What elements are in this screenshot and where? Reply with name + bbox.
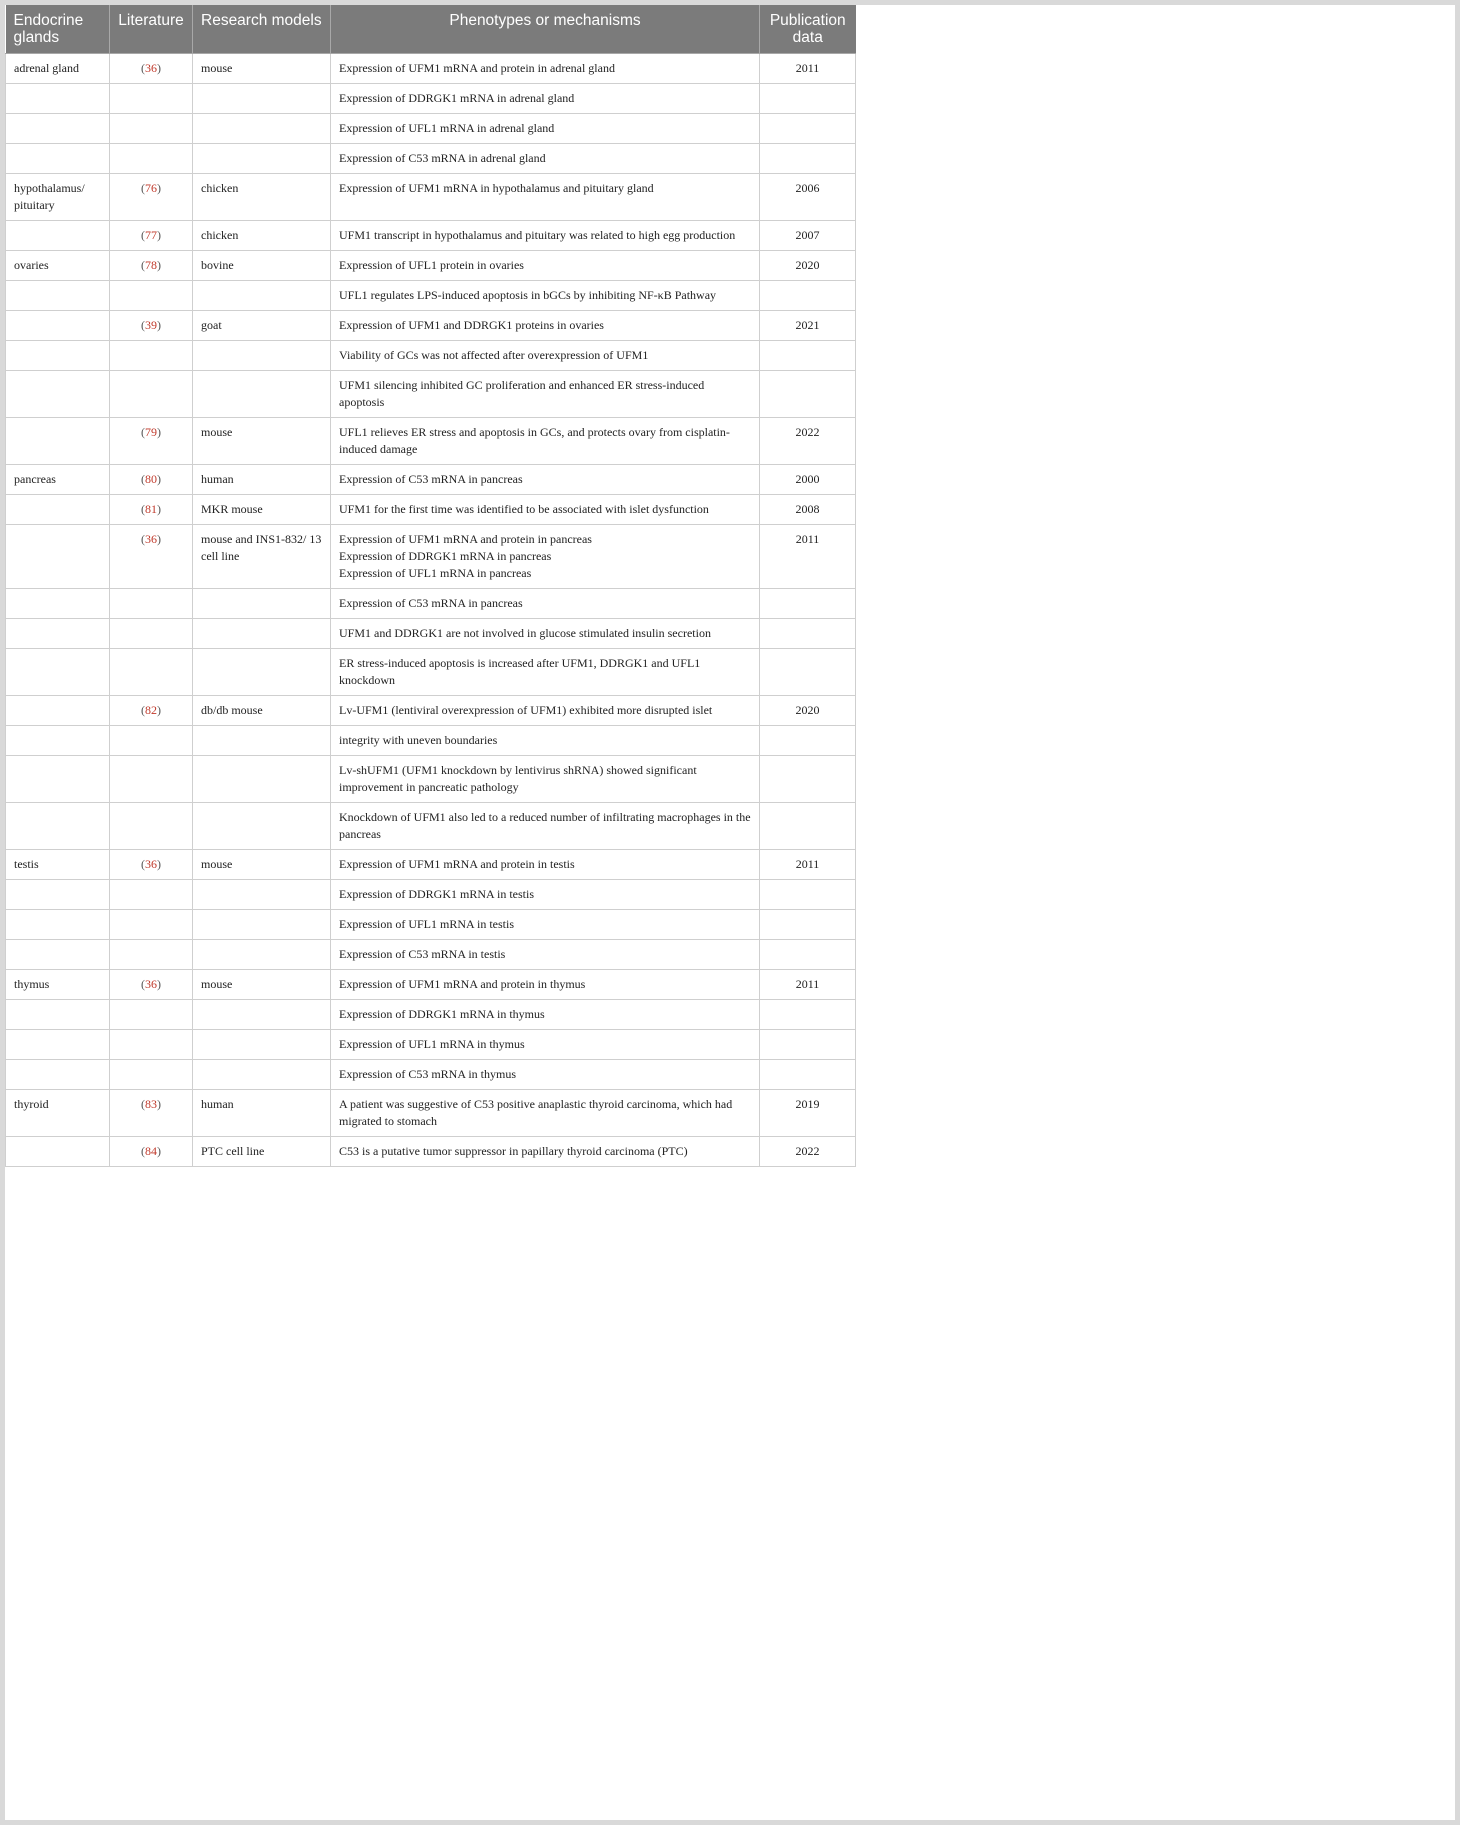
cell-publication-year (760, 1000, 856, 1030)
cell-research-model (193, 341, 331, 371)
cell-phenotype: integrity with uneven boundaries (331, 726, 760, 756)
cell-endocrine-gland (6, 880, 110, 910)
cell-literature (110, 281, 193, 311)
table-row (6, 803, 856, 850)
cell-literature (110, 803, 193, 850)
paren-close: ) (157, 1144, 161, 1158)
cell-endocrine-gland (6, 114, 110, 144)
cell-research-model (193, 910, 331, 940)
reference-link[interactable]: 82 (145, 703, 157, 717)
table-row (6, 221, 856, 251)
cell-publication-year (760, 281, 856, 311)
cell-phenotype: Lv-shUFM1 (UFM1 knockdown by lentivirus shRNA) showed significant improvement in pancreatic pathology (331, 756, 760, 803)
cell-literature (110, 144, 193, 174)
cell-publication-year (760, 726, 856, 756)
table-row (6, 465, 856, 495)
cell-research-model (193, 281, 331, 311)
cell-research-model (193, 1060, 331, 1090)
cell-literature (110, 589, 193, 619)
reference-link[interactable]: 36 (145, 857, 157, 871)
cell-endocrine-gland (6, 525, 110, 589)
table-row (6, 251, 856, 281)
table-row (6, 1137, 856, 1167)
cell-research-model: chicken (193, 174, 331, 221)
header-endocrine-glands: Endocrine glands (6, 5, 110, 54)
cell-phenotype: Expression of UFL1 mRNA in adrenal gland (331, 114, 760, 144)
cell-endocrine-gland: adrenal gland (6, 54, 110, 84)
cell-endocrine-gland (6, 281, 110, 311)
cell-publication-year: 2000 (760, 465, 856, 495)
table-row (6, 418, 856, 465)
cell-endocrine-gland: thyroid (6, 1090, 110, 1137)
cell-phenotype: A patient was suggestive of C53 positive anaplastic thyroid carcinoma, which had migrated to stomach (331, 1090, 760, 1137)
cell-literature (110, 619, 193, 649)
table-row (6, 589, 856, 619)
cell-research-model (193, 940, 331, 970)
table-row (6, 1000, 856, 1030)
cell-phenotype: UFM1 and DDRGK1 are not involved in glucose stimulated insulin secretion (331, 619, 760, 649)
cell-research-model (193, 1000, 331, 1030)
cell-endocrine-gland (6, 144, 110, 174)
cell-publication-year (760, 880, 856, 910)
cell-research-model (193, 589, 331, 619)
cell-endocrine-gland (6, 418, 110, 465)
cell-phenotype: Expression of C53 mRNA in adrenal gland (331, 144, 760, 174)
table-row (6, 281, 856, 311)
cell-research-model: PTC cell line (193, 1137, 331, 1167)
table-row (6, 619, 856, 649)
table-row (6, 525, 856, 589)
paren-close: ) (157, 703, 161, 717)
table-row (6, 726, 856, 756)
cell-research-model: human (193, 1090, 331, 1137)
cell-endocrine-gland (6, 311, 110, 341)
cell-phenotype: Expression of UFM1 mRNA and protein in pancreas Expression of DDRGK1 mRNA in pancreas Expression of UFL1 mRNA in pancreas (331, 525, 760, 589)
table-row (6, 341, 856, 371)
paren-open: ( (141, 228, 145, 242)
cell-literature (110, 1137, 193, 1167)
cell-research-model (193, 619, 331, 649)
table-row (6, 756, 856, 803)
cell-research-model: goat (193, 311, 331, 341)
cell-research-model: human (193, 465, 331, 495)
paren-open: ( (141, 857, 145, 871)
reference-link[interactable]: 76 (145, 181, 157, 195)
header-row (6, 5, 856, 54)
cell-literature (110, 311, 193, 341)
cell-endocrine-gland (6, 803, 110, 850)
cell-literature (110, 221, 193, 251)
cell-publication-year (760, 619, 856, 649)
cell-endocrine-gland (6, 649, 110, 696)
cell-phenotype: C53 is a putative tumor suppressor in papillary thyroid carcinoma (PTC) (331, 1137, 760, 1167)
cell-literature (110, 114, 193, 144)
cell-phenotype: Lv-UFM1 (lentiviral overexpression of UFM1) exhibited more disrupted islet (331, 696, 760, 726)
reference-link[interactable]: 36 (145, 532, 157, 546)
cell-endocrine-gland (6, 341, 110, 371)
cell-publication-year (760, 649, 856, 696)
cell-literature (110, 465, 193, 495)
cell-publication-year (760, 940, 856, 970)
reference-link[interactable]: 80 (145, 472, 157, 486)
cell-endocrine-gland: ovaries (6, 251, 110, 281)
cell-phenotype: Expression of UFM1 mRNA in hypothalamus and pituitary gland (331, 174, 760, 221)
paren-open: ( (141, 1097, 145, 1111)
reference-link[interactable]: 79 (145, 425, 157, 439)
paren-open: ( (141, 61, 145, 75)
table-row (6, 1060, 856, 1090)
reference-link[interactable]: 78 (145, 258, 157, 272)
cell-phenotype: Expression of C53 mRNA in pancreas (331, 465, 760, 495)
reference-link[interactable]: 39 (145, 318, 157, 332)
cell-literature (110, 341, 193, 371)
paren-close: ) (157, 532, 161, 546)
table-row (6, 311, 856, 341)
cell-literature (110, 1030, 193, 1060)
cell-phenotype: Expression of UFL1 mRNA in testis (331, 910, 760, 940)
cell-research-model (193, 1030, 331, 1060)
cell-endocrine-gland (6, 84, 110, 114)
cell-research-model: bovine (193, 251, 331, 281)
cell-literature (110, 1090, 193, 1137)
reference-link[interactable]: 36 (145, 61, 157, 75)
paren-open: ( (141, 977, 145, 991)
table-row (6, 174, 856, 221)
cell-literature (110, 880, 193, 910)
cell-phenotype: Expression of DDRGK1 mRNA in testis (331, 880, 760, 910)
cell-literature (110, 850, 193, 880)
cell-publication-year (760, 1060, 856, 1090)
paren-close: ) (157, 502, 161, 516)
cell-publication-year (760, 1030, 856, 1060)
cell-publication-year: 2021 (760, 311, 856, 341)
cell-phenotype: Expression of UFM1 mRNA and protein in thymus (331, 970, 760, 1000)
cell-publication-year: 2020 (760, 696, 856, 726)
cell-endocrine-gland: pancreas (6, 465, 110, 495)
paren-open: ( (141, 258, 145, 272)
cell-publication-year: 2019 (760, 1090, 856, 1137)
cell-literature (110, 696, 193, 726)
table-row (6, 649, 856, 696)
cell-research-model (193, 880, 331, 910)
cell-literature (110, 970, 193, 1000)
cell-endocrine-gland (6, 589, 110, 619)
cell-endocrine-gland (6, 1060, 110, 1090)
cell-phenotype: Viability of GCs was not affected after overexpression of UFM1 (331, 341, 760, 371)
cell-publication-year (760, 910, 856, 940)
table-body (6, 54, 856, 1167)
cell-research-model: mouse (193, 54, 331, 84)
paren-close: ) (157, 1097, 161, 1111)
cell-research-model (193, 371, 331, 418)
cell-phenotype: Expression of UFM1 mRNA and protein in testis (331, 850, 760, 880)
cell-publication-year (760, 371, 856, 418)
cell-literature (110, 649, 193, 696)
cell-phenotype: Expression of C53 mRNA in pancreas (331, 589, 760, 619)
cell-phenotype: Expression of C53 mRNA in thymus (331, 1060, 760, 1090)
table-row (6, 114, 856, 144)
cell-endocrine-gland: testis (6, 850, 110, 880)
header-phenotypes: Phenotypes or mechanisms (331, 5, 760, 54)
endocrine-ufmylation-table (5, 5, 856, 1167)
cell-research-model (193, 726, 331, 756)
table-row (6, 850, 856, 880)
cell-endocrine-gland (6, 726, 110, 756)
table-row (6, 880, 856, 910)
cell-literature (110, 756, 193, 803)
cell-phenotype: UFL1 relieves ER stress and apoptosis in GCs, and protects ovary from cisplatin-induced damage (331, 418, 760, 465)
paren-close: ) (157, 228, 161, 242)
table-row (6, 54, 856, 84)
cell-publication-year: 2011 (760, 850, 856, 880)
cell-publication-year: 2008 (760, 495, 856, 525)
cell-endocrine-gland: hypothalamus/ pituitary (6, 174, 110, 221)
cell-endocrine-gland (6, 371, 110, 418)
reference-link[interactable]: 81 (145, 502, 157, 516)
cell-research-model (193, 114, 331, 144)
cell-research-model (193, 756, 331, 803)
cell-publication-year (760, 114, 856, 144)
paren-close: ) (157, 181, 161, 195)
paren-close: ) (157, 258, 161, 272)
cell-publication-year (760, 756, 856, 803)
cell-literature (110, 910, 193, 940)
table-row (6, 84, 856, 114)
cell-phenotype: Expression of UFL1 mRNA in thymus (331, 1030, 760, 1060)
cell-literature (110, 940, 193, 970)
cell-publication-year: 2011 (760, 54, 856, 84)
cell-phenotype: UFL1 regulates LPS-induced apoptosis in bGCs by inhibiting NF-κB Pathway (331, 281, 760, 311)
document-page (5, 5, 1455, 1820)
table-row (6, 371, 856, 418)
cell-phenotype: UFM1 for the first time was identified to be associated with islet dysfunction (331, 495, 760, 525)
cell-endocrine-gland (6, 940, 110, 970)
cell-phenotype: Expression of UFL1 protein in ovaries (331, 251, 760, 281)
header-literature: Literature (110, 5, 193, 54)
cell-literature (110, 251, 193, 281)
cell-endocrine-gland (6, 1137, 110, 1167)
cell-literature (110, 726, 193, 756)
cell-publication-year (760, 144, 856, 174)
cell-literature (110, 174, 193, 221)
cell-publication-year: 2007 (760, 221, 856, 251)
table-row (6, 696, 856, 726)
cell-research-model: chicken (193, 221, 331, 251)
cell-phenotype: Expression of DDRGK1 mRNA in thymus (331, 1000, 760, 1030)
header-publication-data: Publication data (760, 5, 856, 54)
paren-open: ( (141, 532, 145, 546)
paren-open: ( (141, 181, 145, 195)
table-row (6, 495, 856, 525)
cell-literature (110, 84, 193, 114)
cell-publication-year: 2022 (760, 418, 856, 465)
paren-open: ( (141, 1144, 145, 1158)
cell-research-model (193, 649, 331, 696)
cell-phenotype: Expression of UFM1 and DDRGK1 proteins in ovaries (331, 311, 760, 341)
cell-endocrine-gland (6, 495, 110, 525)
cell-literature (110, 1060, 193, 1090)
paren-close: ) (157, 61, 161, 75)
cell-research-model (193, 84, 331, 114)
paren-open: ( (141, 502, 145, 516)
reference-link[interactable]: 77 (145, 228, 157, 242)
cell-endocrine-gland (6, 221, 110, 251)
cell-research-model: db/db mouse (193, 696, 331, 726)
table-row (6, 970, 856, 1000)
cell-publication-year: 2020 (760, 251, 856, 281)
cell-publication-year: 2022 (760, 1137, 856, 1167)
cell-publication-year (760, 803, 856, 850)
cell-research-model: mouse and INS1-832/ 13 cell line (193, 525, 331, 589)
cell-endocrine-gland (6, 696, 110, 726)
cell-publication-year: 2006 (760, 174, 856, 221)
cell-literature (110, 1000, 193, 1030)
cell-endocrine-gland (6, 1030, 110, 1060)
cell-research-model: MKR mouse (193, 495, 331, 525)
table-header (6, 5, 856, 54)
cell-research-model (193, 144, 331, 174)
cell-phenotype: UFM1 transcript in hypothalamus and pituitary was related to high egg production (331, 221, 760, 251)
cell-literature (110, 371, 193, 418)
cell-phenotype: Knockdown of UFM1 also led to a reduced number of infiltrating macrophages in the pancreas (331, 803, 760, 850)
paren-open: ( (141, 318, 145, 332)
cell-research-model: mouse (193, 970, 331, 1000)
cell-publication-year (760, 84, 856, 114)
reference-link[interactable]: 36 (145, 977, 157, 991)
cell-phenotype: UFM1 silencing inhibited GC proliferation and enhanced ER stress-induced apoptosis (331, 371, 760, 418)
reference-link[interactable]: 84 (145, 1144, 157, 1158)
paren-open: ( (141, 425, 145, 439)
cell-literature (110, 495, 193, 525)
cell-publication-year (760, 341, 856, 371)
cell-phenotype: Expression of C53 mRNA in testis (331, 940, 760, 970)
paren-close: ) (157, 472, 161, 486)
table-row (6, 1030, 856, 1060)
paren-close: ) (157, 425, 161, 439)
cell-endocrine-gland (6, 619, 110, 649)
cell-endocrine-gland (6, 1000, 110, 1030)
cell-publication-year: 2011 (760, 525, 856, 589)
cell-endocrine-gland (6, 756, 110, 803)
cell-research-model (193, 803, 331, 850)
cell-publication-year (760, 589, 856, 619)
cell-phenotype: ER stress-induced apoptosis is increased after UFM1, DDRGK1 and UFL1 knockdown (331, 649, 760, 696)
reference-link[interactable]: 83 (145, 1097, 157, 1111)
cell-literature (110, 418, 193, 465)
table-row (6, 910, 856, 940)
table-row (6, 1090, 856, 1137)
paren-open: ( (141, 472, 145, 486)
cell-research-model: mouse (193, 418, 331, 465)
paren-close: ) (157, 318, 161, 332)
cell-endocrine-gland: thymus (6, 970, 110, 1000)
cell-endocrine-gland (6, 910, 110, 940)
cell-publication-year: 2011 (760, 970, 856, 1000)
paren-close: ) (157, 977, 161, 991)
cell-literature (110, 54, 193, 84)
header-research-models: Research models (193, 5, 331, 54)
table-row (6, 144, 856, 174)
cell-phenotype: Expression of UFM1 mRNA and protein in adrenal gland (331, 54, 760, 84)
paren-close: ) (157, 857, 161, 871)
table-row (6, 940, 856, 970)
cell-research-model: mouse (193, 850, 331, 880)
cell-phenotype: Expression of DDRGK1 mRNA in adrenal gland (331, 84, 760, 114)
cell-literature (110, 525, 193, 589)
paren-open: ( (141, 703, 145, 717)
